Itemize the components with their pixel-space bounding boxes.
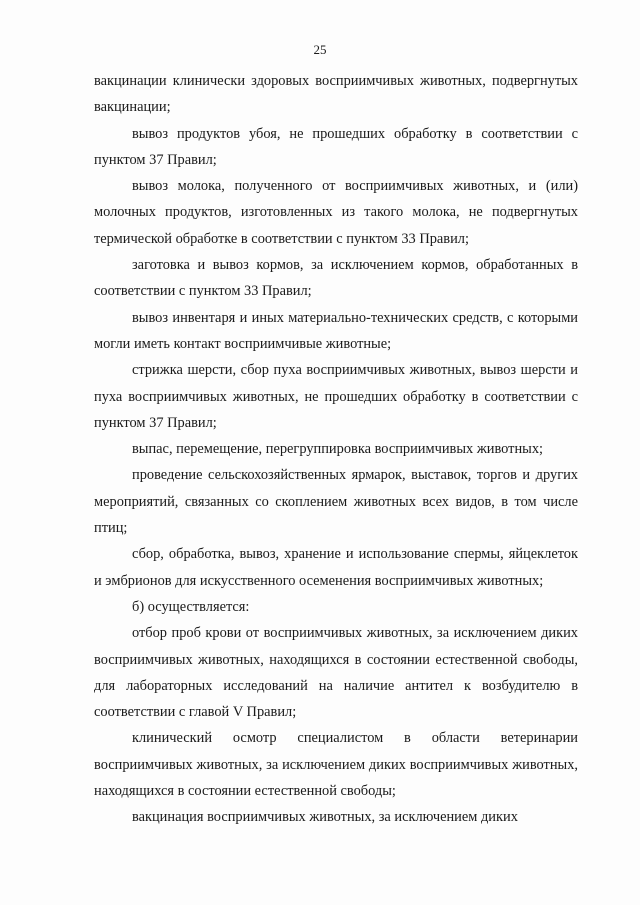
paragraph-3: вывоз молока, полученного от восприимчивых животных, и (или) молочных продуктов, изготовленных из такого молока, не подвергнутых термической обработке в соответствии с пунктом 33 Правил; [94,178,578,247]
paragraph-4: заготовка и вывоз кормов, за исключением кормов, обработанных в соответствии с пунктом 33 Правил; [94,257,578,300]
paragraph-6: стрижка шерсти, сбор пуха восприимчивых животных, вывоз шерсти и пуха восприимчивых животных, не прошедших обработку в соответствии с пунктом 37 Правил; [94,362,578,431]
paragraph-5: вывоз инвентаря и иных материально-технических средств, с которыми могли иметь контакт восприимчивые животные; [94,309,578,352]
paragraph-7: выпас, перемещение, перегруппировка восприимчивых животных; [132,441,544,458]
paragraph-13: вакцинация восприимчивых животных, за исключением диких [132,809,518,826]
paragraph-10: б) осуществляется: [132,598,250,615]
paragraph-11: отбор проб крови от восприимчивых животных, за исключением диких восприимчивых животных, находящихся в состоянии естественной свободы, для лабораторных исследований на наличие антител к возбудителю в соответствии с главой V Правил; [94,625,578,721]
document-body [94,68,578,831]
paragraph-8: проведение сельскохозяйственных ярмарок, выставок, торгов и других мероприятий, связанных со скоплением животных всех видов, в том числе птиц; [94,467,578,537]
page-number: 25 [313,42,327,57]
paragraph-1: вакцинации клинически здоровых восприимчивых животных, подвергнутых вакцинации; [94,73,578,116]
paragraph-9: сбор, обработка, вывоз, хранение и использование спермы, яйцеклеток и эмбрионов для искусственного осеменения восприимчивых животных; [94,546,578,589]
paragraph-12: клинический осмотр специалистом в области ветеринарии восприимчивых животных, за исключением диких восприимчивых животных, находящихся в состоянии естественной свободы; [94,730,578,800]
paragraph-2: вывоз продуктов убоя, не прошедших обработку в соответствии с пунктом 37 Правил; [94,125,578,168]
